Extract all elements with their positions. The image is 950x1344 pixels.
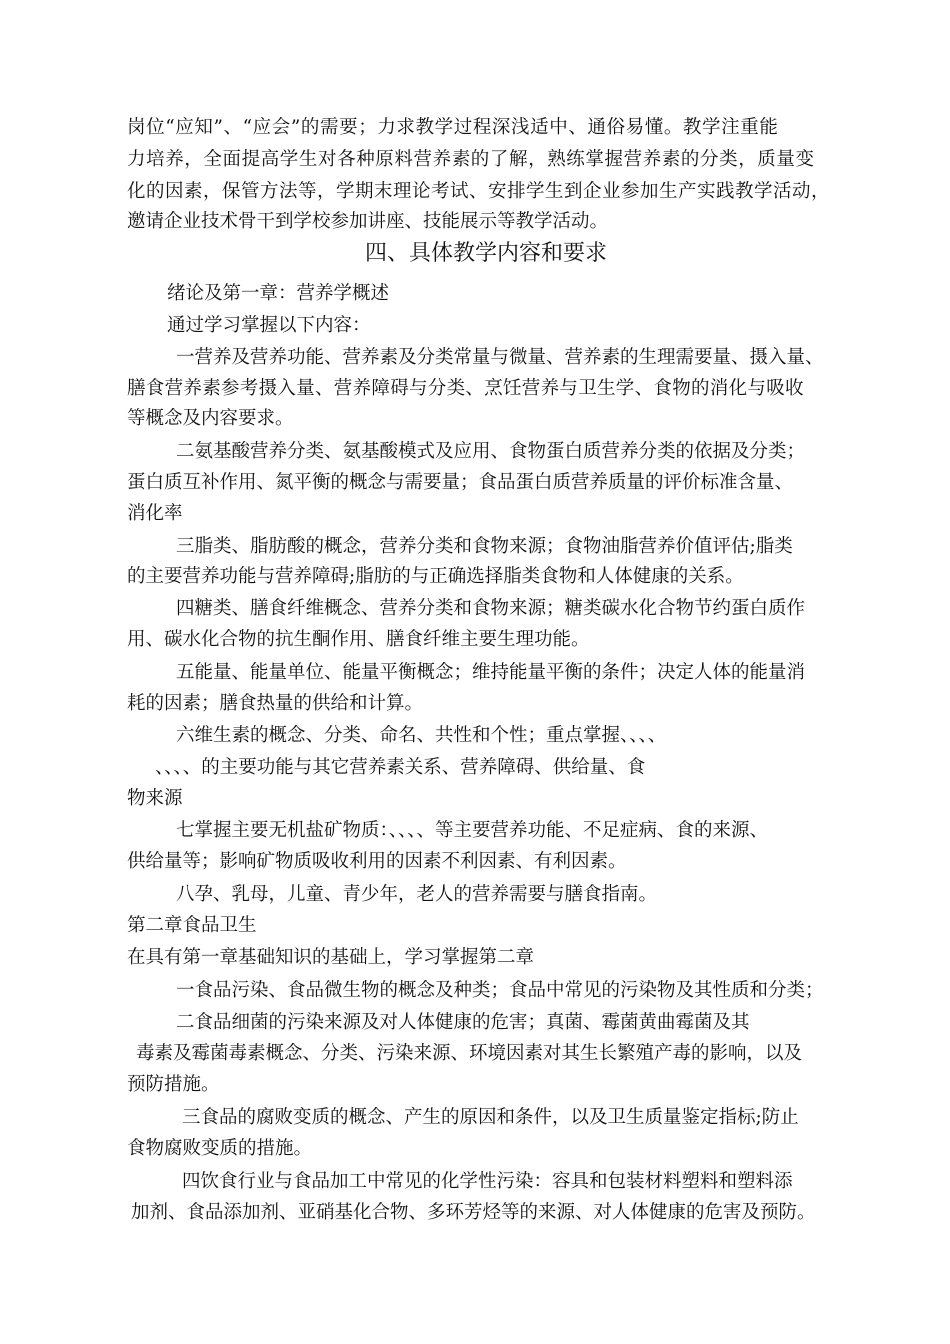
text-line: 通过学习掌握以下内容：	[167, 315, 371, 336]
text-line: 物来源	[127, 788, 183, 809]
text-line: 食物腐败变质的措施。	[127, 1138, 313, 1159]
section-heading: 四、具体教学内容和要求	[365, 241, 608, 266]
chapter-title: 绪论及第一章：营养学概述	[167, 283, 390, 304]
text-line: 四糖类、膳食纤维概念、营养分类和食物来源；糖类碳水化合物节约蛋白质作	[176, 598, 806, 619]
chapter-title: 第二章食品卫生	[127, 915, 257, 936]
text-line: 的主要营养功能与营养障碍;脂肪的与正确选择脂类食物和人体健康的关系。	[127, 566, 744, 587]
text-line: 五能量、能量单位、能量平衡概念；维持能量平衡的条件；决定人体的能量消	[176, 662, 806, 683]
text-line: 蛋白质互补作用、氮平衡的概念与需要量；食品蛋白质营养质量的评价标准含量、	[127, 472, 794, 493]
text-line: 耗的因素；膳食热量的供给和计算。	[127, 693, 424, 714]
text-line: 消化率	[127, 503, 183, 524]
text-line: 在具有第一章基础知识的基础上，学习掌握第二章	[127, 947, 535, 968]
text-line: 二氨基酸营养分类、氨基酸模式及应用、食物蛋白质营养分类的依据及分类；	[176, 441, 806, 462]
text-line: 四饮食行业与食品加工中常见的化学性污染：容具和包装材料塑料和塑料添	[182, 1171, 793, 1192]
text-line: 预防措施。	[127, 1074, 220, 1095]
text-line: 、、、、的主要功能与其它营养素关系、营养障碍、供给量、食	[155, 757, 646, 778]
text-line: 力培养，全面提高学生对各种原料营养素的了解，熟练掌握营养素的分类，质量变	[127, 149, 815, 170]
text-line: 用、碳水化合物的抗生酮作用、膳食纤维主要生理功能。	[127, 629, 590, 650]
text-line: 三脂类、脂肪酸的概念，营养分类和食物来源；食物油脂营养价值评估;脂类	[176, 536, 793, 557]
text-line: 化的因素，保管方法等，学期末理论考试、安排学生到企业参加生产实践教学活动，	[127, 181, 831, 202]
text-line: 三食品的腐败变质的概念、产生的原因和条件，以及卫生质量鉴定指标;防止	[182, 1107, 799, 1128]
text-line: 膳食营养素参考摄入量、营养障碍与分类、烹饪营养与卫生学、食物的消化与吸收	[127, 378, 804, 399]
text-line: 毒素及霉菌毒素概念、分类、污染来源、环境因素对其生长繁殖产毒的影响，以及	[136, 1043, 803, 1064]
text-line: 二食品细菌的污染来源及对人体健康的危害；真菌、霉菌黄曲霉菌及其	[176, 1012, 750, 1033]
text-line: 八孕、乳母，儿童、青少年，老人的营养需要与膳食指南。	[176, 884, 658, 905]
text-line: 七掌握主要无机盐矿物质：、、、、等主要营养功能、不足症病、食的来源、	[176, 820, 769, 841]
text-line: 供给量等；影响矿物质吸收利用的因素不利因素、有利因素。	[127, 851, 627, 872]
text-line: 岗位“应知”、“应会”的需要；力求教学过程深浅适中、通俗易懂。教学注重能	[127, 117, 779, 138]
text-line: 加剂、食品添加剂、亚硝基化合物、多环芳烃等的来源、对人体健康的危害及预防。	[131, 1202, 816, 1223]
text-line: 等概念及内容要求。	[127, 408, 294, 429]
text-line: 邀请企业技术骨干到学校参加讲座、技能展示等教学活动。	[127, 211, 609, 232]
text-line: 一营养及营养功能、营养素及分类常量与微量、营养素的生理需要量、摄入量、	[176, 347, 824, 368]
text-line: 六维生素的概念、分类、命名、共性和个性；重点掌握、、、、	[176, 725, 667, 746]
text-line: 一食品污染、食品微生物的概念及种类；食品中常见的污染物及其性质和分类；	[176, 980, 824, 1001]
